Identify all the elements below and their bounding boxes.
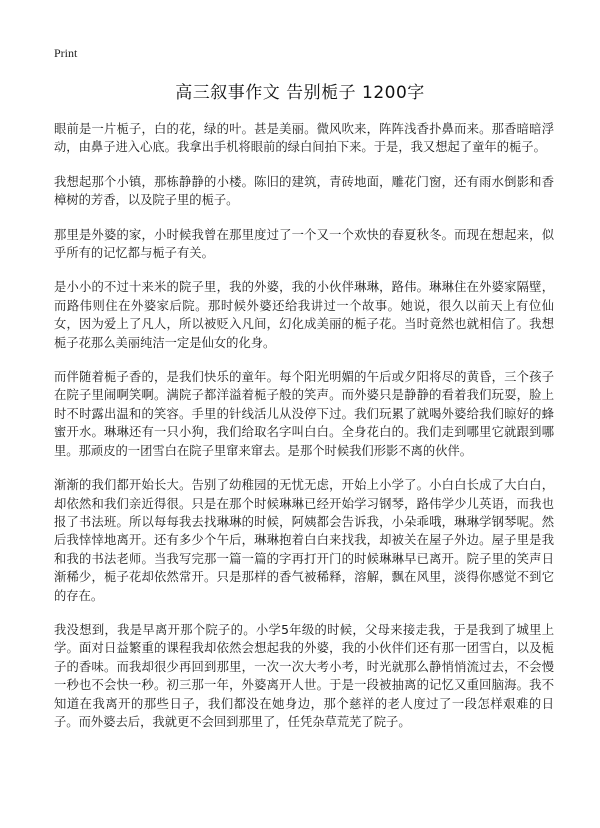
paragraph-5: 而伴随着栀子香的，是我们快乐的童年。每个阳光明媚的午后或夕阳将尽的黄昏，三个孩子在院子里闹啊笑啊。满院子都洋溢着栀子般的笑声。而外婆只是静静的看着我们玩耍，脸上时不时露出温和的笑容。手里的针线活儿从没停下过。我们玩累了就喝外婆给我们晾好的蜂蜜开水。琳琳还有一只小狗，我们给取名字叫白白。全身花白的。我们走到哪里它就跟到哪里。那顽皮的一团雪白在院子里窜来窜去。是那个时候我们形影不离的伙伴。	[54, 370, 554, 458]
article-title: 高三叙事作文 告别栀子 1200字	[175, 83, 425, 103]
paragraph-1: 眼前是一片栀子，白的花，绿的叶。甚是美丽。微风吹来，阵阵浅香扑鼻而来。那香暗暗浮动，由鼻子进入心底。我拿出手机将眼前的绿白间拍下来。于是，我又想起了童年的栀子。	[54, 122, 554, 155]
paragraph-6: 渐渐的我们都开始长大。告别了幼稚园的无忧无虑，开始上小学了。小白白长成了大白白，却依然和我们亲近得很。只是在那个时候琳琳已经开始学习钢琴，路伟学少儿英语，而我也报了书法班。所以每每我去找琳琳的时候，阿姨都会告诉我，小朵乖哦，琳琳学钢琴呢。然后我悻悻地离开。还有多少个午后，琳琳抱着白白来找我，却被关在屋子外边。屋子里是我和我的书法老师。当我写完那一篇一篇的字再打开门的时候琳琳早已离开。院子里的笑声日渐稀少，栀子花却依然常开。只是那样的香气被稀释，溶解，飘在风里，淡得你感觉不到它的存在。	[54, 478, 554, 603]
article-body	[54, 120, 554, 747]
paragraph-3: 那里是外婆的家，小时候我曾在那里度过了一个又一个欢快的春夏秋冬。而现在想起来，似乎所有的记忆都与栀子有关。	[54, 227, 554, 261]
paragraph-2: 我想起那个小镇，那栋静静的小楼。陈旧的建筑，青砖地面，雕花门窗，还有雨水倒影和香樟树的芳香，以及院子里的栀子。	[54, 174, 554, 208]
paragraph-7: 我没想到，我是早离开那个院子的。小学5年级的时候，父母来接走我，于是我到了城里上学。面对日益繁重的课程我却依然会想起我的外婆，我的小伙伴们还有那一团雪白，以及栀子的香味。而我却很少再回到那里，一次一次大考小考，时光就那么静悄悄流过去，不会慢一秒也不会快一秒。初三那一年，外婆离开人世。于是一段被抽离的记忆又重回脑海。我不知道在我离开的那些日子，我们都没在她身边，那个慈祥的老人度过了一段怎样艰难的日子。而外婆去后，我就更不会回到那里了，任凭杂草荒芜了院子。	[54, 622, 554, 729]
print-link[interactable]: Print	[54, 46, 78, 60]
paragraph-4: 是小小的不过十来米的院子里，我的外婆，我的小伙伴琳琳，路伟。琳琳住在外婆家隔壁，而路伟则住在外婆家后院。那时候外婆还给我讲过一个故事。她说，很久以前天上有位仙女，因为爱上了凡人，所以被贬入凡间，幻化成美丽的栀子花。当时竟然也就相信了。我想栀子花那么美丽纯洁一定是仙女的化身。	[54, 280, 554, 350]
